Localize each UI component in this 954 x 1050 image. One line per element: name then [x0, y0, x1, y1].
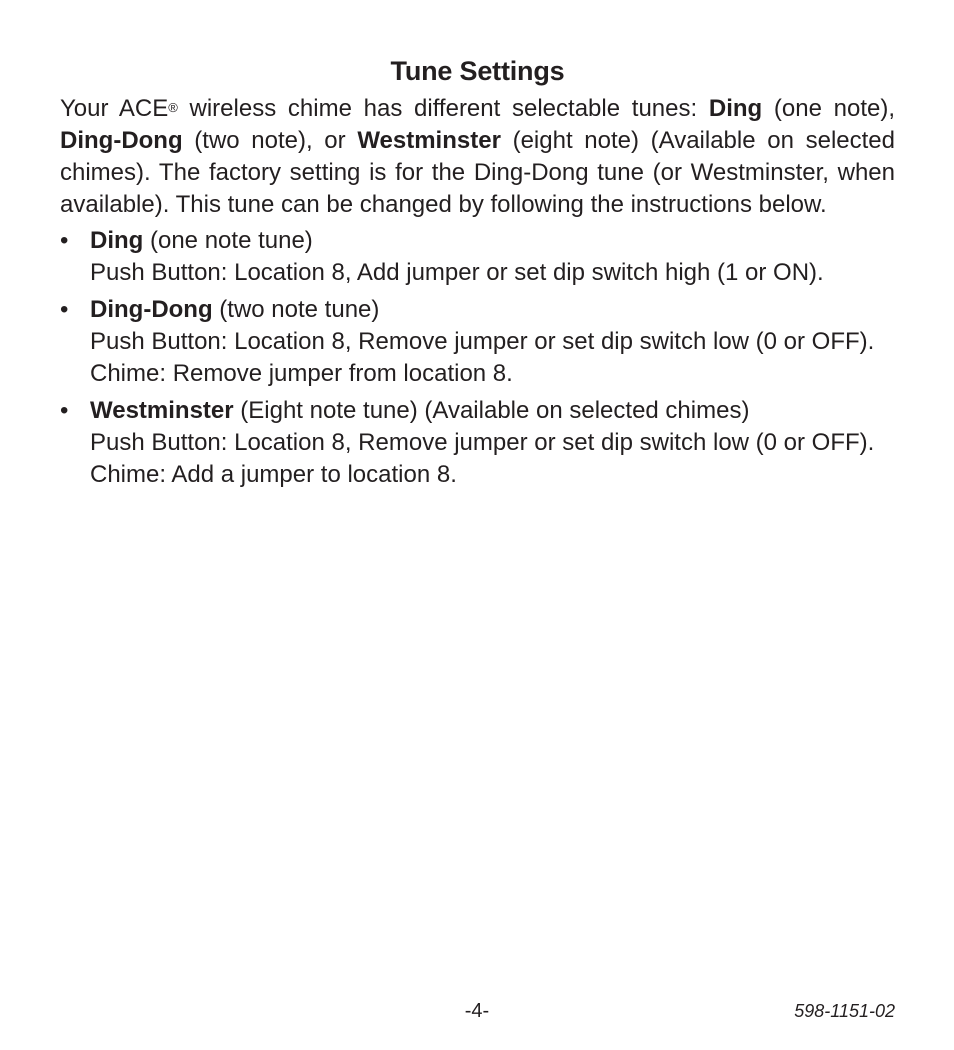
page-title: Tune Settings	[390, 56, 565, 86]
chime-instruction: Chime: Add a jumper to location 8.	[90, 461, 457, 488]
tune-name-ding: Ding	[708, 95, 763, 122]
tune-title: Westminster	[90, 397, 234, 424]
tune-list	[60, 225, 895, 491]
document-number: 598-1151-02	[794, 1001, 895, 1021]
intro-text-2: wireless chime has different selectable tunes:	[177, 95, 709, 122]
tune-description: (Eight note tune) (Available on selected chimes)	[233, 397, 750, 424]
intro-text-3: (one note),	[762, 95, 895, 122]
tune-title-line	[90, 395, 895, 427]
push-button-instruction: Push Button: Location 8, Remove jumper or set dip switch low (0 or OFF).	[90, 429, 875, 456]
tune-title: Ding-Dong	[90, 296, 213, 323]
manual-page	[60, 56, 895, 496]
tune-name-westminster: Westminster	[357, 127, 501, 154]
tune-item-ding	[60, 225, 895, 289]
intro-paragraph	[60, 93, 895, 221]
tune-title-line	[90, 225, 895, 257]
bullet: •	[60, 296, 69, 323]
chime-instruction: Chime: Remove jumper from location 8.	[90, 360, 513, 387]
registered-mark: ®	[168, 100, 178, 115]
page-number: -4-	[464, 1000, 490, 1022]
intro-text-1: Your ACE	[60, 95, 169, 122]
tune-item-westminster	[60, 395, 895, 491]
tune-title: Ding	[90, 227, 144, 254]
push-button-instruction: Push Button: Location 8, Add jumper or set dip switch high (1 or ON).	[90, 259, 824, 286]
tune-item-ding-dong	[60, 294, 895, 390]
tune-title-line	[90, 294, 895, 326]
bullet: •	[60, 227, 69, 254]
bullet: •	[60, 397, 69, 424]
intro-text-5: (eight note) (Available on selected chimes). The factory setting is for the Ding-Dong tune (or Westminster, when available). This tune can be changed by following the instructions below.	[60, 127, 895, 218]
tune-description: (two note tune)	[212, 296, 380, 323]
intro-text-4: (two note), or	[182, 127, 358, 154]
tune-description: (one note tune)	[143, 227, 313, 254]
tune-name-ding-dong: Ding-Dong	[60, 127, 183, 154]
push-button-instruction: Push Button: Location 8, Remove jumper or set dip switch low (0 or OFF).	[90, 328, 875, 355]
